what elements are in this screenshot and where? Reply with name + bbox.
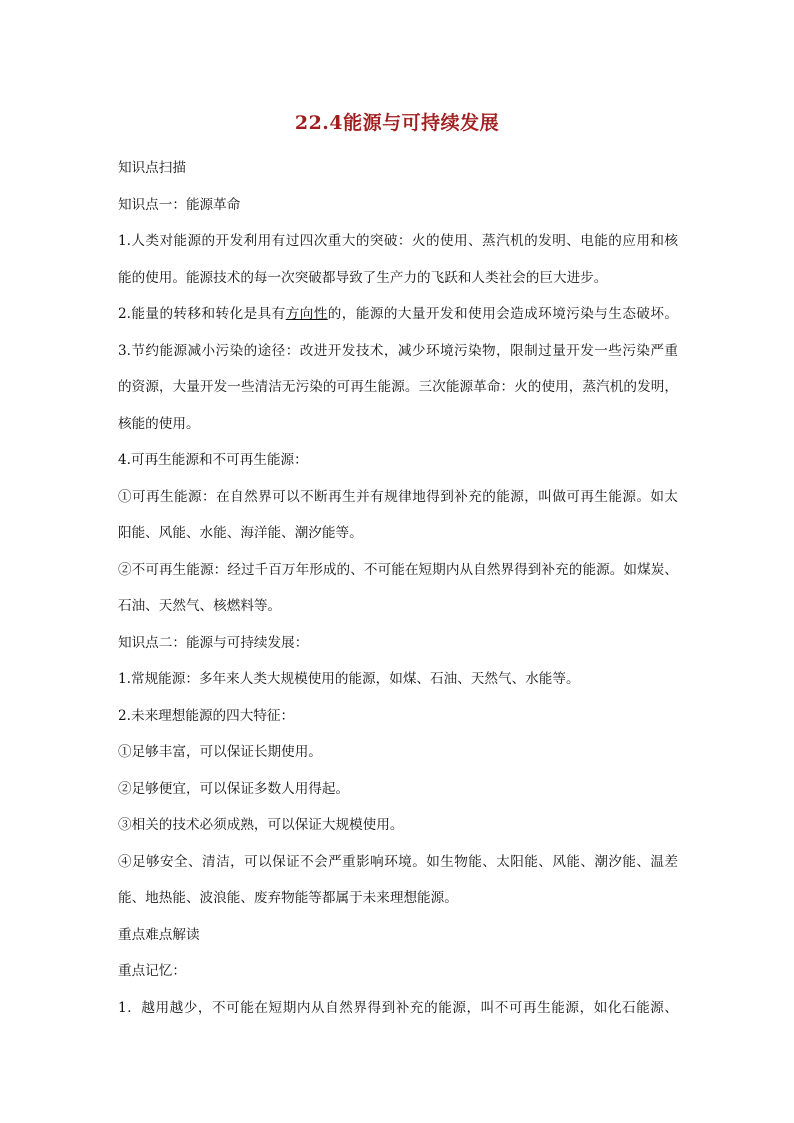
paragraph-line: 3.节约能源减小污染的途径：改进开发技术，减少环境污染物，限制过量开发一些污染严重 <box>118 342 678 359</box>
paragraph-line: 核能的使用。 <box>118 415 200 432</box>
paragraph-line: ②不可再生能源：经过千百万年形成的、不可能在短期内从自然界得到补充的能源。如煤炭、 <box>118 561 678 578</box>
document-body <box>118 150 678 1026</box>
paragraph-line: 1．越用越少，不可能在短期内从自然界得到补充的能源，叫不可再生能源，如化石能源、 <box>118 999 678 1016</box>
paragraph-line: 阳能、风能、水能、海洋能、潮汐能等。 <box>118 525 363 541</box>
knowledge-point-1-heading: 知识点一：能源革命 <box>118 196 241 213</box>
paragraph-line: 石油、天然气、核燃料等。 <box>118 598 282 614</box>
list-item: ①足够丰富，可以保证长期使用。 <box>118 744 322 760</box>
knowledge-point-2-heading: 知识点二：能源与可持续发展： <box>118 634 309 651</box>
paragraph-line: 能、地热能、波浪能、废弃物能等都属于未来理想能源。 <box>118 890 458 906</box>
paragraph-line: 1.常规能源：多年来人类大规模使用的能源，如煤、石油、天然气、水能等。 <box>118 671 580 687</box>
paragraph-line: 4.可再生能源和不可再生能源： <box>118 452 308 468</box>
list-item: ②足够便宜，可以保证多数人用得起。 <box>118 780 350 797</box>
paragraph-line: 的资源，大量开发一些清洁无污染的可再生能源。三次能源革命：火的使用，蒸汽机的发明， <box>118 379 678 395</box>
paragraph-line: 能的使用。能源技术的每一次突破都导致了生产力的飞跃和人类社会的巨大进步。 <box>118 269 608 286</box>
paragraph-line: 2.未来理想能源的四大特征： <box>118 707 295 724</box>
text-fragment: 的，能源的大量开发和使用会造成环境污染与生态破坏。 <box>327 306 678 322</box>
section-heading-scan: 知识点扫描 <box>118 160 186 176</box>
paragraph-line: ①可再生能源：在自然界可以不断再生并有规律地得到补充的能源，叫做可再生能源。如太 <box>118 488 678 505</box>
subheading-memory: 重点记忆： <box>118 963 186 979</box>
list-item: ④足够安全、清洁，可以保证不会严重影响环境。如生物能、太阳能、风能、潮汐能、温差 <box>118 853 678 870</box>
list-item: ③相关的技术必须成熟，可以保证大规模使用。 <box>118 817 404 833</box>
paragraph-line: 1.人类对能源的开发利用有过四次重大的突破：火的使用、蒸汽机的发明、电能的应用和核 <box>118 233 678 249</box>
section-heading-key-points: 重点难点解读 <box>118 926 200 943</box>
paragraph-line <box>118 296 678 333</box>
document-title: 22.4能源与可持续发展 <box>294 112 500 134</box>
underlined-term: 方向性 <box>285 306 328 322</box>
text-fragment: 2.能量的转移和转化是具有 <box>118 306 286 322</box>
